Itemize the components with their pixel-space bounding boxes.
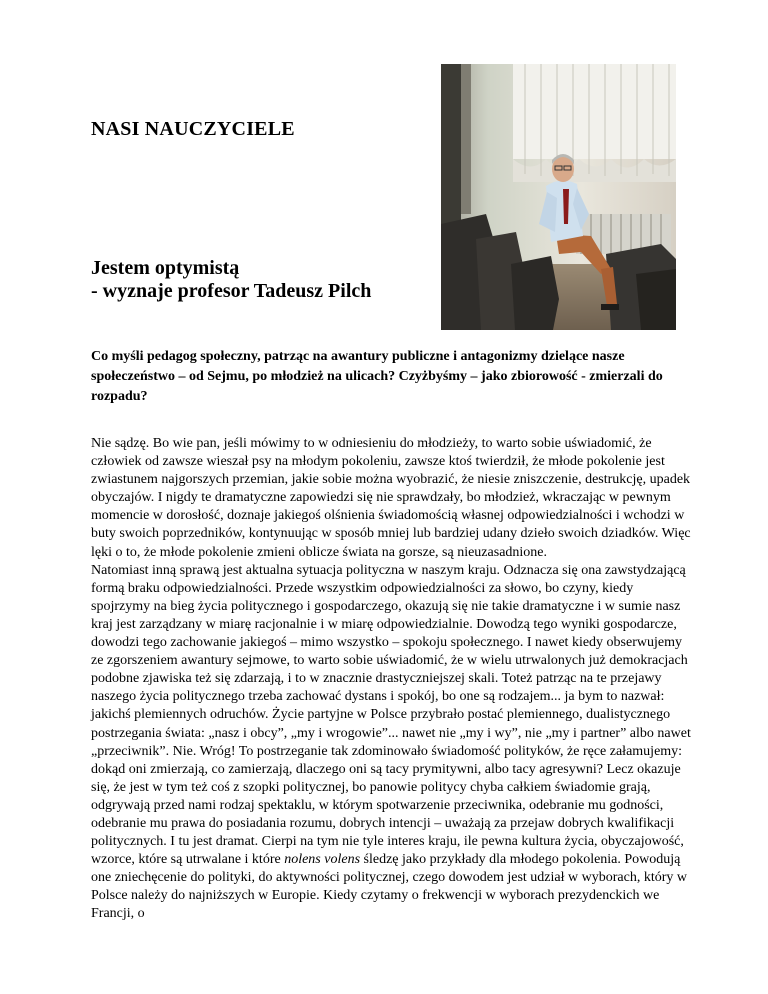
body-paragraph-2 xyxy=(91,562,691,924)
body-paragraph-2-italic: nolens volens xyxy=(284,852,361,868)
article-body xyxy=(91,435,691,924)
portrait-photo xyxy=(441,64,676,330)
portrait-photo-icon xyxy=(441,64,676,330)
article-title xyxy=(91,257,371,303)
body-paragraph-2-text-b: śledzę jako przykłady dla młodego pokolenia. Powodują one zniechęcenie do polityki, do aktywności politycznej, czego dowodem jest udział w wyborach, który w Polsce należy do najniższych w Europie. Kiedy czytamy o frekwencji w wyborach prezydenckich we Francji, o xyxy=(91,852,687,922)
section-title: NASI NAUCZYCIELE xyxy=(91,118,295,140)
lead-question: Co myśli pedagog społeczny, patrząc na awantury publiczne i antagonizmy dzielące nasze społeczeństwo – od Sejmu, po młodzież na ulicach? Czyżbyśmy – jako zbiorowość - zmierzali do rozpadu? xyxy=(91,349,663,404)
body-paragraph-2-text-a: Natomiast inną sprawą jest aktualna sytuacja polityczna w naszym kraju. Odznacza się ona zawstydzającą formą braku odpowiedzialności. Przede wszystkim odpowiedzialności za słowo, bo czyny, kiedy spojrzymy na bieg życia politycznego i gospodarczego, okazują się nie takie dramatyczne i w sumie nasz kraj jest zarządzany w miarę racjonalnie i w miarę odpowiedzialnie. Dowodzą tego wyniki gospodarcze, dowodzi tego zachowanie jakiegoś – mimo wszystko – spokoju społecznego. I nawet kiedy obserwujemy ze zgorszeniem awantury sejmowe, to warto sobie uświadomić, że w wielu utrwalonych już demokracjach podobne zjawiska też się zdarzają, i to w znacznie drastyczniejszej skali. Toteż patrząc na te przejawy naszego życia politycznego trzeba zachować dystans i spokój, bo one są rodzajem... ja bym to nazwał: jakichś plemiennych odruchów. Życie partyjne w Polsce przybrało postać plemiennego, dualistycznego postrzegania świata: „nasz i obcy”, „my i wrogowie”... nawet nie „my i wy”, nie „my i partner” albo nawet „przeciwnik”. Nie. Wróg! To postrzeganie tak zdominowało świadomość polityków, że ręce załamujemy: dokąd oni zmierzają, co zamierzają, dlaczego oni są tacy prymitywni, albo tacy agresywni? Lecz okazuje się, że jest w tym też coś z szopki politycznej, bo panowie politycy chyba całkiem świadomie grają, odgrywają przed nami rodzaj spektaklu, w którym spotwarzenie przeciwnika, odebranie mu godności, odebranie mu prawa do posiadania rozumu, dobrych intencji – uważają za przejaw dobrych kwalifikacji politycznych. I tu jest dramat. Cierpi na tym nie tyle interes kraju, ile pewna kultura życia, obyczajowość, wzorce, które są utrwalane i które xyxy=(91,562,691,868)
article-title-line-2: - wyznaje profesor Tadeusz Pilch xyxy=(91,280,372,302)
article-title-line-1: Jestem optymistą xyxy=(91,257,240,279)
body-paragraph-1: Nie sądzę. Bo wie pan, jeśli mówimy to w odniesieniu do młodzieży, to warto sobie uświadomić, że człowiek od zawsze wieszał psy na młodym pokoleniu, zawsze ktoś twierdził, że młode pokolenie jest zwiastunem najgorszych przemian, jakie sobie można wyobrazić, że niesie zniszczenie, destrukcję, upadek obyczajów. I nigdy te dramatyczne zapowiedzi się nie sprawdzały, bo młodzież, wkraczając w pewnym momencie w dorosłość, doznaje jakiegoś olśnienia świadomością własnej odpowiedzialności i wchodzi w buty swoich poprzedników, kontynuując w sposób mniej lub bardziej udany dzieło swoich dziadków. Więc lęki o to, że młode pokolenie zmieni oblicze świata na gorsze, są nieuzasadnione. xyxy=(91,436,691,560)
